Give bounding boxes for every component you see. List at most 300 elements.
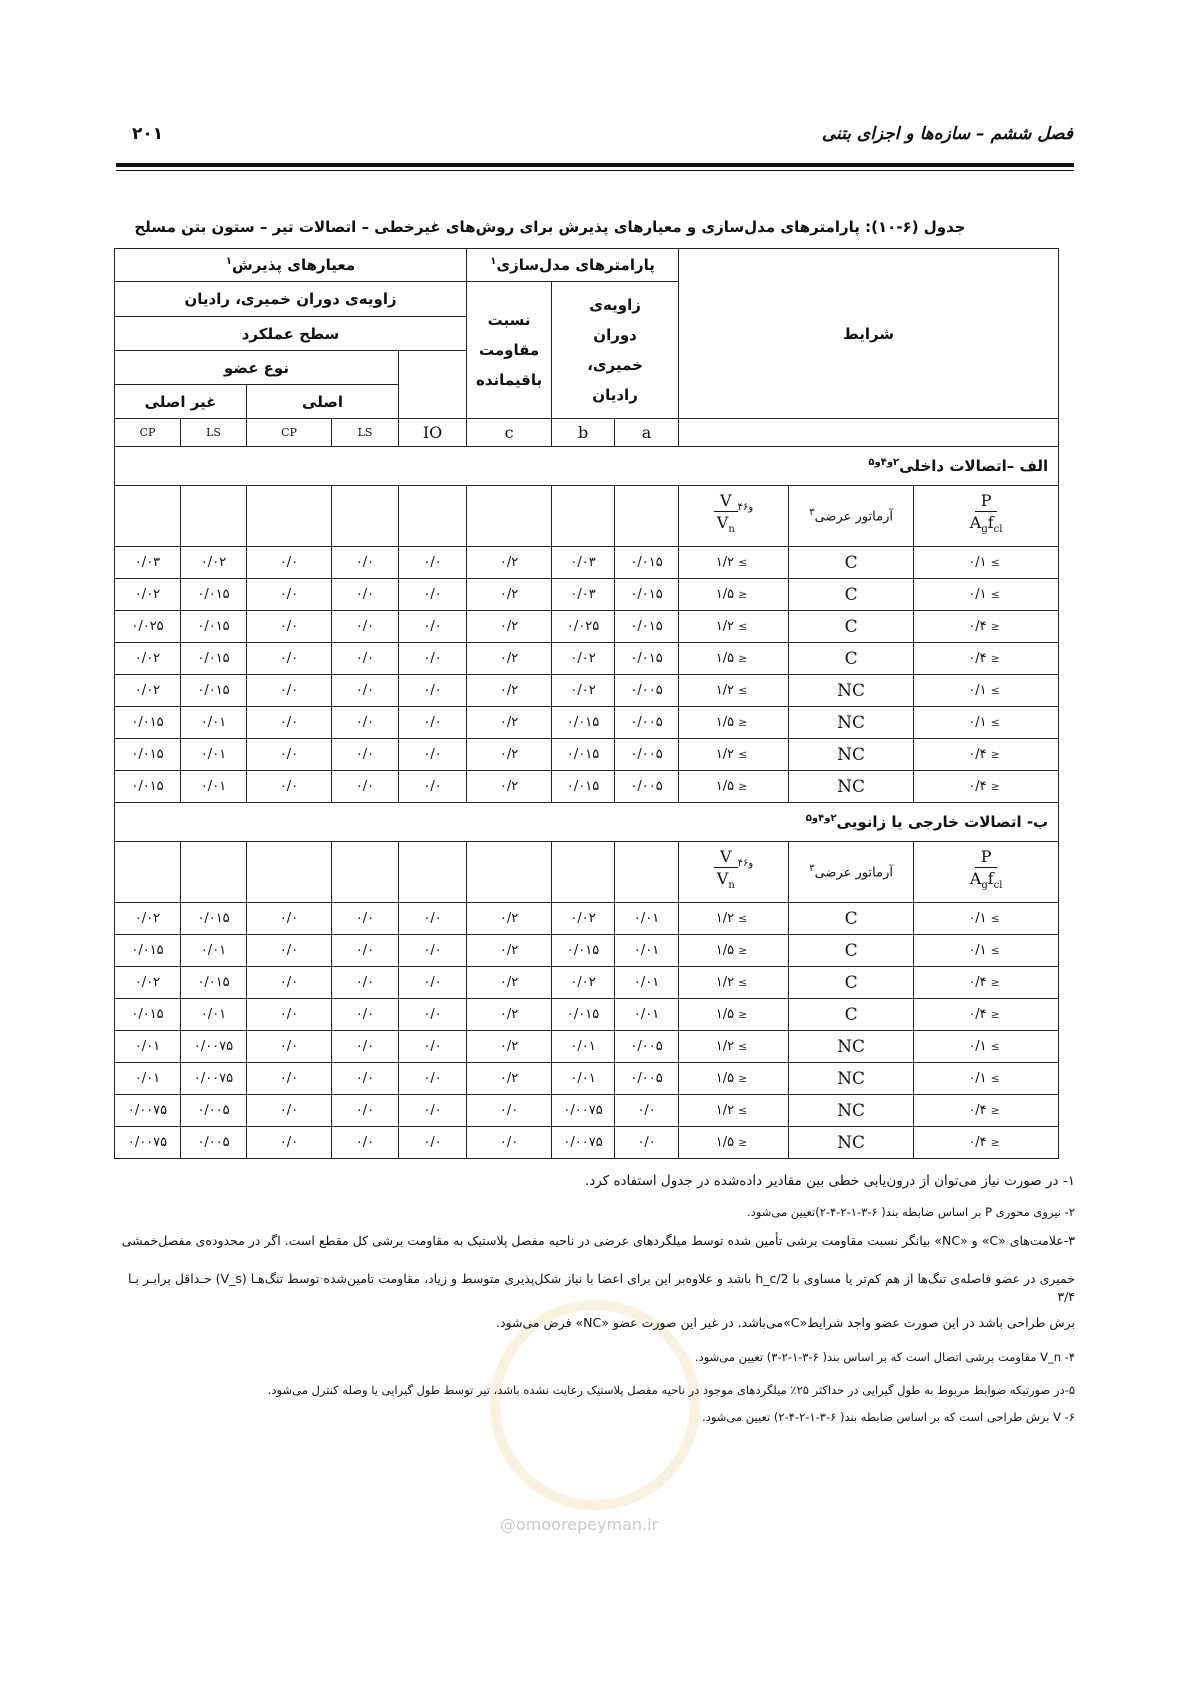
shear-ratio-value: ۱/۲ [715,619,735,634]
cell-cp-primary: ۰/۰ [247,611,332,643]
shear-ratio-sign: ≤ [738,976,748,989]
axial-ratio-sign: ≤ [990,556,1000,569]
cell-ls-primary: ۰/۰ [332,967,399,999]
cell-ls-secondary: ۰/۰۰۷۵ [181,1063,247,1095]
header-modeling-parameters: پارامترهای مدل‌سازی$^۱$ [467,249,679,282]
cell-ls-primary: ۰/۰ [332,675,399,707]
cell-cp-primary: ۰/۰ [247,1127,332,1159]
cell-cp-primary: ۰/۰ [247,903,332,935]
axial-ratio-sign: ≤ [990,684,1000,697]
table-row [115,903,1059,935]
axial-ratio-value: ۰/۴ [968,779,987,794]
axial-ratio-value: ۰/۱ [968,1039,987,1054]
cell-c: ۰/۲ [467,967,552,999]
col-io: IO [399,419,467,447]
shear-ratio-sign: ≥ [738,1136,748,1149]
table-row [115,999,1059,1031]
cell-io: ۰/۰ [399,1095,467,1127]
cell-transverse: C [789,579,914,611]
cell-shear-ratio [679,1127,789,1159]
shear-ratio-sign: ≥ [738,944,748,957]
page-number: ۲۰۱ [132,124,164,144]
cell-ls-primary: ۰/۰ [332,611,399,643]
cell-cp-primary: ۰/۰ [247,1031,332,1063]
cell-cp-secondary: ۰/۰۰۷۵ [115,1095,181,1127]
shear-ratio-sign: ≤ [738,912,748,925]
cell-cp-secondary: ۰/۰۳ [115,547,181,579]
cell-b: ۰/۰۲ [552,675,615,707]
cell-io: ۰/۰ [399,643,467,675]
shear-ratio-sign: ≥ [738,652,748,665]
table-row [115,611,1059,643]
page-header-title: فصل ششم – سازه‌ها و اجزای بتنی [821,124,1073,144]
axial-ratio-value: ۰/۱ [968,715,987,730]
cell-io: ۰/۰ [399,1127,467,1159]
cell-shear-ratio [679,967,789,999]
transverse-reinforcement-header: آرماتور عرضی$^۳$ [789,486,914,547]
shear-ratio-value: ۱/۲ [715,911,735,926]
header-performance-level: سطح عملکرد [115,317,467,351]
cell-cp-primary: ۰/۰ [247,1095,332,1127]
cell-a: ۰/۰۰۵ [615,1031,679,1063]
cell-io: ۰/۰ [399,935,467,967]
shear-ratio-value: ۱/۲ [715,683,735,698]
cell-a: ۰/۰۱۵ [615,547,679,579]
axial-ratio-value: ۰/۱ [968,683,987,698]
axial-ratio-value: ۰/۱ [968,587,987,602]
blank-cell [247,486,332,547]
cell-a: ۰/۰ [615,1095,679,1127]
axial-ratio-value: ۰/۴ [968,975,987,990]
watermark-text: @omoorepeyman.ir [500,1515,659,1534]
axial-ratio-value: ۰/۴ [968,1103,987,1118]
shear-ratio-value: ۱/۲ [715,1039,735,1054]
shear-ratio-value: ۱/۲ [715,555,735,570]
cell-a: ۰/۰۰۵ [615,707,679,739]
cell-ls-secondary: ۰/۰۱ [181,739,247,771]
cell-axial-ratio [914,935,1059,967]
cell-cp-secondary: ۰/۰۱۵ [115,739,181,771]
cell-ls-primary: ۰/۰ [332,547,399,579]
axial-ratio-value: ۰/۴ [968,1135,987,1150]
transverse-reinforcement-header: آرماتور عرضی$^۳$ [789,842,914,903]
axial-ratio-sign: ≥ [990,748,1000,761]
blank-cell [115,842,181,903]
table-row [115,675,1059,707]
cell-shear-ratio [679,935,789,967]
cell-io: ۰/۰ [399,967,467,999]
cell-ls-secondary: ۰/۰۱۵ [181,611,247,643]
cell-ls-primary: ۰/۰ [332,999,399,1031]
shear-ratio-sign: ≥ [738,588,748,601]
cell-transverse: NC [789,707,914,739]
cell-b: ۰/۰۲ [552,967,615,999]
cell-transverse: C [789,967,914,999]
shear-ratio-header: $\frac{V}{V_n}$ $^{۴و۶}$ [679,842,789,903]
header-plastic-rotation: زاویه‌ی دوران خمیری، رادیان [115,282,467,317]
cell-cp-secondary: ۰/۰۱۵ [115,935,181,967]
interior-joint-rows [115,547,1059,803]
cell-transverse: NC [789,739,914,771]
section-interior-joints: الف –اتصالات داخلی$^{۲و۴و۵}$ [115,447,1059,486]
cell-a: ۰/۰۰۵ [615,739,679,771]
axial-ratio-value: ۰/۴ [968,747,987,762]
axial-ratio-header: $\frac{P}{A_gf_{cl}}$ [914,842,1059,903]
note-5: ۵-در صورتیکه ضوابط مربوط به طول گیرایی در حداکثر ۲۵٪ میلگردهای موجود در ناحیه مفصل پلاستیک رعایت نشده باشد، تیر توسط طول گیرایی یا وصله کنترل می‌شود. [267,1383,1075,1397]
col-cp-primary: CP [247,419,332,447]
cell-ls-secondary: ۰/۰۱ [181,707,247,739]
cell-cp-secondary: ۰/۰۱ [115,1063,181,1095]
cell-c: ۰/۲ [467,739,552,771]
cell-axial-ratio [914,1063,1059,1095]
cell-shear-ratio [679,1063,789,1095]
cell-ls-primary: ۰/۰ [332,707,399,739]
shear-ratio-sign: ≥ [738,716,748,729]
col-a: a [615,419,679,447]
cell-io: ۰/۰ [399,1063,467,1095]
cell-shear-ratio [679,675,789,707]
cell-cp-primary: ۰/۰ [247,643,332,675]
cell-cp-secondary: ۰/۰۲ [115,643,181,675]
table-row [115,935,1059,967]
cell-ls-secondary: ۰/۰۰۵ [181,1127,247,1159]
shear-ratio-value: ۱/۲ [715,747,735,762]
cell-ls-primary: ۰/۰ [332,1127,399,1159]
cell-axial-ratio [914,579,1059,611]
cell-transverse: NC [789,1095,914,1127]
cell-transverse: C [789,611,914,643]
shear-ratio-value: ۱/۵ [715,943,735,958]
axial-ratio-sign: ≤ [990,588,1000,601]
cell-cp-secondary: ۰/۰۱۵ [115,707,181,739]
cell-transverse: NC [789,771,914,803]
header-residual-strength: نسبت مقاومت باقیمانده [467,282,552,419]
cell-c: ۰/۲ [467,1063,552,1095]
cell-ls-secondary: ۰/۰۰۵ [181,1095,247,1127]
table-row [115,547,1059,579]
cell-shear-ratio [679,739,789,771]
cell-axial-ratio [914,707,1059,739]
shear-ratio-sign: ≥ [738,1008,748,1021]
cell-axial-ratio [914,547,1059,579]
blank-cell [247,842,332,903]
cell-cp-secondary: ۰/۰۰۷۵ [115,1127,181,1159]
cell-ls-secondary: ۰/۰۱۵ [181,675,247,707]
cell-cp-primary: ۰/۰ [247,999,332,1031]
cell-transverse: C [789,643,914,675]
axial-ratio-sign: ≥ [990,1104,1000,1117]
cell-ls-primary: ۰/۰ [332,579,399,611]
cell-cp-primary: ۰/۰ [247,967,332,999]
shear-ratio-value: ۱/۵ [715,715,735,730]
cell-b: ۰/۰۳ [552,547,615,579]
col-conditions-spacer [679,419,1059,447]
cell-shear-ratio [679,903,789,935]
cell-axial-ratio [914,903,1059,935]
cell-a: ۰/۰۱۵ [615,611,679,643]
blank-cell [467,486,552,547]
cell-shear-ratio [679,611,789,643]
cell-b: ۰/۰۱۵ [552,707,615,739]
blank-cell [181,486,247,547]
acceptance-criteria-table [114,248,1059,1159]
cell-transverse: NC [789,675,914,707]
cell-c: ۰/۲ [467,707,552,739]
cell-c: ۰/۲ [467,1031,552,1063]
table-row [115,967,1059,999]
cell-ls-primary: ۰/۰ [332,903,399,935]
cell-cp-secondary: ۰/۰۲ [115,903,181,935]
cell-c: ۰/۲ [467,935,552,967]
axial-ratio-value: ۰/۴ [968,651,987,666]
table-row [115,1127,1059,1159]
cell-io: ۰/۰ [399,675,467,707]
cell-a: ۰/۰۰۵ [615,675,679,707]
cell-shear-ratio [679,579,789,611]
cell-cp-primary: ۰/۰ [247,739,332,771]
axial-ratio-sign: ≥ [990,976,1000,989]
header-acceptance-criteria: معیارهای پذیرش$^۱$ [115,249,467,282]
cell-io: ۰/۰ [399,903,467,935]
cell-a: ۰/۰۰۵ [615,771,679,803]
cell-cp-primary: ۰/۰ [247,771,332,803]
cell-ls-secondary: ۰/۰۱ [181,771,247,803]
note-3-line-1: ۳-علامت‌های «C» و «NC» بیانگر نسبت مقاومت برشی تأمین شده توسط میلگردهای عرضی در ناحیه مفصل پلاستیک به مقاومت برشی کل مقطع است. اگر در محدوده‌ی مفصل‌خمشی [121,1233,1075,1248]
axial-ratio-sign: ≥ [990,780,1000,793]
cell-shear-ratio [679,547,789,579]
cell-b: ۰/۰۳ [552,579,615,611]
cell-transverse: NC [789,1031,914,1063]
axial-ratio-sign: ≤ [990,1040,1000,1053]
cell-cp-secondary: ۰/۰۱۵ [115,771,181,803]
shear-ratio-value: ۱/۵ [715,1135,735,1150]
shear-ratio-sign: ≥ [738,780,748,793]
shear-ratio-value: ۱/۵ [715,587,735,602]
cell-b: ۰/۰۱ [552,1063,615,1095]
cell-a: ۰/۰۰۵ [615,1063,679,1095]
header-primary: اصلی [247,385,399,419]
col-b: b [552,419,615,447]
cell-axial-ratio [914,675,1059,707]
cell-c: ۰/۲ [467,999,552,1031]
table-row [115,707,1059,739]
cell-ls-primary: ۰/۰ [332,643,399,675]
cell-b: ۰/۰۰۷۵ [552,1127,615,1159]
col-cp-secondary: CP [115,419,181,447]
table-row [115,771,1059,803]
col-c: c [467,419,552,447]
blank-cell [615,486,679,547]
cell-transverse: NC [789,1127,914,1159]
note-4: ۴- V_n مقاومت برشی اتصال است که بر اساس بند( ۶-۳-۱-۲-۳) تعیین می‌شود. [694,1350,1075,1364]
cell-io: ۰/۰ [399,999,467,1031]
shear-ratio-header: $\frac{V}{V_n}$ $^{۴و۶}$ [679,486,789,547]
cell-cp-secondary: ۰/۰۲ [115,579,181,611]
blank-cell [115,486,181,547]
col-ls-primary: LS [332,419,399,447]
cell-ls-primary: ۰/۰ [332,739,399,771]
shear-ratio-sign: ≤ [738,1104,748,1117]
shear-ratio-sign: ≤ [738,748,748,761]
section-exterior-joints: ب- اتصالات خارجی یا زانویی$^{۲و۴و۵}$ [115,803,1059,842]
cell-c: ۰/۲ [467,675,552,707]
header-rule-thin [116,170,1074,171]
cell-axial-ratio [914,771,1059,803]
note-1: ۱- در صورت نیاز می‌توان از درون‌یابی خطی بین مقادیر داده‌شده در جدول استفاده کرد. [585,1173,1075,1189]
table-caption: جدول (۶-۱۰): پارامترهای مدل‌سازی و معیارهای پذیرش برای روش‌های غیرخطی – اتصالات تیر – ستون بتن مسلح [134,218,966,236]
cell-b: ۰/۰۱۵ [552,999,615,1031]
cell-axial-ratio [914,611,1059,643]
header-rule-thick [116,163,1074,167]
cell-b: ۰/۰۲۵ [552,611,615,643]
axial-ratio-sign: ≥ [990,620,1000,633]
cell-axial-ratio [914,967,1059,999]
blank-cell [615,842,679,903]
cell-shear-ratio [679,1095,789,1127]
cell-cp-secondary: ۰/۰۱ [115,1031,181,1063]
cell-shear-ratio [679,707,789,739]
cell-transverse: C [789,903,914,935]
axial-ratio-value: ۰/۱ [968,943,987,958]
cell-b: ۰/۰۲ [552,903,615,935]
cell-axial-ratio [914,1095,1059,1127]
table-row [115,739,1059,771]
cell-a: ۰/۰۱ [615,935,679,967]
axial-ratio-sign: ≤ [990,716,1000,729]
cell-a: ۰/۰۱ [615,967,679,999]
note-6: ۶- V برش طراحی است که بر اساس ضابطه بند( ۶-۳-۱-۲-۴-۲) تعیین می‌شود. [702,1410,1075,1424]
cell-transverse: C [789,999,914,1031]
table-row [115,643,1059,675]
blank-cell [552,842,615,903]
cell-io: ۰/۰ [399,547,467,579]
cell-ls-secondary: ۰/۰۰۷۵ [181,1031,247,1063]
cell-c: ۰/۲ [467,579,552,611]
blank-cell [467,842,552,903]
cell-transverse: C [789,935,914,967]
cell-a: ۰/۰۱ [615,903,679,935]
cell-shear-ratio [679,771,789,803]
shear-ratio-sign: ≤ [738,620,748,633]
cell-ls-secondary: ۰/۰۱۵ [181,643,247,675]
axial-ratio-sign: ≤ [990,912,1000,925]
shear-ratio-value: ۱/۲ [715,1103,735,1118]
header-member-type: نوع عضو [115,351,399,385]
cell-cp-primary: ۰/۰ [247,547,332,579]
cell-b: ۰/۰۱۵ [552,935,615,967]
axial-ratio-value: ۰/۱ [968,1071,987,1086]
cell-c: ۰/۲ [467,611,552,643]
shear-ratio-value: ۱/۲ [715,975,735,990]
cell-io: ۰/۰ [399,707,467,739]
cell-axial-ratio [914,999,1059,1031]
cell-cp-primary: ۰/۰ [247,579,332,611]
cell-b: ۰/۰۰۷۵ [552,1095,615,1127]
header-secondary: غیر اصلی [115,385,247,419]
cell-cp-primary: ۰/۰ [247,935,332,967]
cell-c: ۰/۲ [467,903,552,935]
cell-shear-ratio [679,643,789,675]
blank-cell [332,842,399,903]
cell-cp-secondary: ۰/۰۲ [115,967,181,999]
cell-ls-secondary: ۰/۰۱ [181,935,247,967]
cell-io: ۰/۰ [399,1031,467,1063]
shear-ratio-sign: ≤ [738,1040,748,1053]
header-conditions: شرایط [679,249,1059,419]
cell-ls-primary: ۰/۰ [332,1031,399,1063]
cell-c: ۰/۲ [467,771,552,803]
axial-ratio-sign: ≥ [990,652,1000,665]
cell-ls-primary: ۰/۰ [332,1063,399,1095]
cell-ls-primary: ۰/۰ [332,771,399,803]
blank-cell [332,486,399,547]
cell-c: ۰/۲ [467,643,552,675]
cell-ls-secondary: ۰/۰۱۵ [181,967,247,999]
header-plastic-rotation-ab: زاویه‌ی دوران خمیری، رادیان [552,282,679,419]
shear-ratio-sign: ≤ [738,556,748,569]
cell-ls-secondary: ۰/۰۱۵ [181,903,247,935]
cell-b: ۰/۰۱ [552,1031,615,1063]
cell-shear-ratio [679,1031,789,1063]
axial-ratio-header: $\frac{P}{A_gf_{cl}}$ [914,486,1059,547]
blank-cell [181,842,247,903]
cell-b: ۰/۰۱۵ [552,739,615,771]
cell-ls-primary: ۰/۰ [332,935,399,967]
cell-a: ۰/۰۱۵ [615,579,679,611]
shear-ratio-sign: ≥ [738,1072,748,1085]
cell-io: ۰/۰ [399,579,467,611]
table-row [115,1095,1059,1127]
cell-transverse: C [789,547,914,579]
shear-ratio-sign: ≤ [738,684,748,697]
exterior-joint-rows [115,903,1059,1159]
cell-b: ۰/۰۱۵ [552,771,615,803]
shear-ratio-value: ۱/۵ [715,1071,735,1086]
cell-shear-ratio [679,999,789,1031]
axial-ratio-sign: ≤ [990,944,1000,957]
table-row [115,1031,1059,1063]
table-row [115,579,1059,611]
cell-cp-secondary: ۰/۰۲ [115,675,181,707]
shear-ratio-value: ۱/۵ [715,651,735,666]
note-3-line-3: برش طراحی باشد در این صورت عضو واجد شرایط«C»می‌باشد. در غیر این صورت عضو «NC» فرض می‌شود. [496,1315,1075,1330]
axial-ratio-sign: ≤ [990,1072,1000,1085]
cell-ls-secondary: ۰/۰۱ [181,999,247,1031]
axial-ratio-value: ۰/۴ [968,1007,987,1022]
cell-io: ۰/۰ [399,771,467,803]
cell-cp-primary: ۰/۰ [247,1063,332,1095]
cell-c: ۰/۲ [467,547,552,579]
cell-a: ۰/۰۱ [615,999,679,1031]
cell-axial-ratio [914,739,1059,771]
sub-header-row-b [115,842,1059,903]
cell-ls-secondary: ۰/۰۱۵ [181,579,247,611]
cell-cp-primary: ۰/۰ [247,707,332,739]
cell-axial-ratio [914,643,1059,675]
cell-io: ۰/۰ [399,611,467,643]
sub-header-row-a [115,486,1059,547]
axial-ratio-value: ۰/۴ [968,619,987,634]
cell-axial-ratio [914,1127,1059,1159]
cell-c: ۰/۰ [467,1095,552,1127]
axial-ratio-sign: ≥ [990,1008,1000,1021]
cell-cp-secondary: ۰/۰۱۵ [115,999,181,1031]
shear-ratio-value: ۱/۵ [715,779,735,794]
cell-transverse: NC [789,1063,914,1095]
note-3-line-2: خمیری در عضو فاصله‌ی تنگ‌ها از هم کم‌تر یا مساوی با h_c/2 باشد و علاوه‌بر این برای اعضا با نیاز شکل‌پذیری متوسط و زیاد، مقاومت تامین‌شده توسط تنگ‌هـا (V_s) حـداقل برابـر بـا ۳/۴ [128,1271,1075,1304]
blank-cell [552,486,615,547]
axial-ratio-sign: ≥ [990,1136,1000,1149]
